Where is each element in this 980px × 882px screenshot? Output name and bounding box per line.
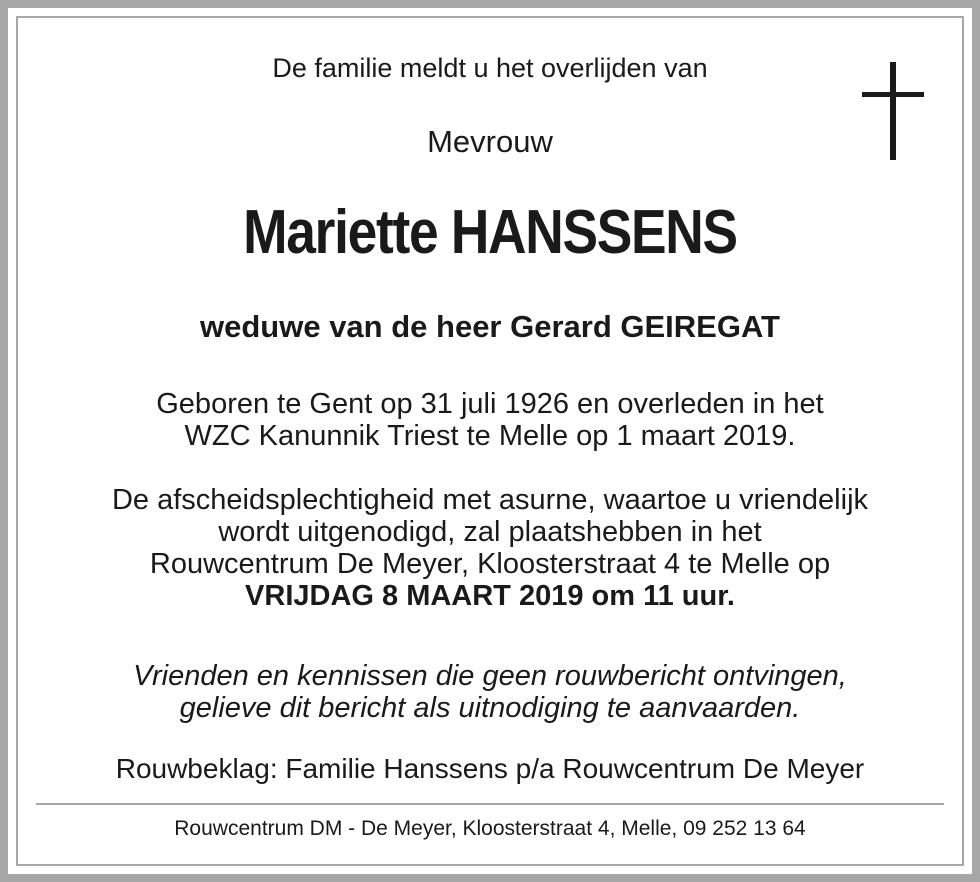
condolence-address: Rouwbeklag: Familie Hanssens p/a Rouwcentrum De Meyer bbox=[115, 753, 865, 784]
honorific: Mevrouw bbox=[427, 124, 553, 159]
ceremony-line: Rouwcentrum De Meyer, Kloosterstraat 4 te Melle op bbox=[149, 548, 831, 580]
birth-line: Geboren te Gent op 31 juli 1926 en overleden in het bbox=[156, 388, 824, 420]
ceremony-line: wordt uitgenodigd, zal plaatshebben in het bbox=[218, 516, 762, 548]
birth-death-paragraph bbox=[0, 388, 980, 452]
spouse-line: weduwe van de heer Gerard GEIREGAT bbox=[200, 309, 780, 344]
ceremony-date: VRIJDAG 8 MAART 2019 om 11 uur. bbox=[245, 580, 735, 612]
friends-line: Vrienden en kennissen die geen rouwbericht ontvingen, bbox=[133, 660, 847, 692]
death-line: WZC Kanunnik Triest te Melle op 1 maart 2019. bbox=[184, 420, 796, 452]
friends-line: gelieve dit bericht als uitnodiging te aanvaarden. bbox=[179, 692, 801, 724]
ceremony-paragraph bbox=[0, 484, 980, 612]
divider bbox=[36, 803, 944, 805]
deceased-name: Mariette HANSSENS bbox=[243, 198, 737, 267]
funeral-home-footer: Rouwcentrum DM - De Meyer, Kloosterstraat 4, Melle, 09 252 13 64 bbox=[174, 817, 806, 840]
ceremony-line: De afscheidsplechtigheid met asurne, waartoe u vriendelijk bbox=[111, 484, 869, 516]
friends-paragraph bbox=[0, 660, 980, 724]
intro-text: De familie meldt u het overlijden van bbox=[272, 53, 708, 83]
